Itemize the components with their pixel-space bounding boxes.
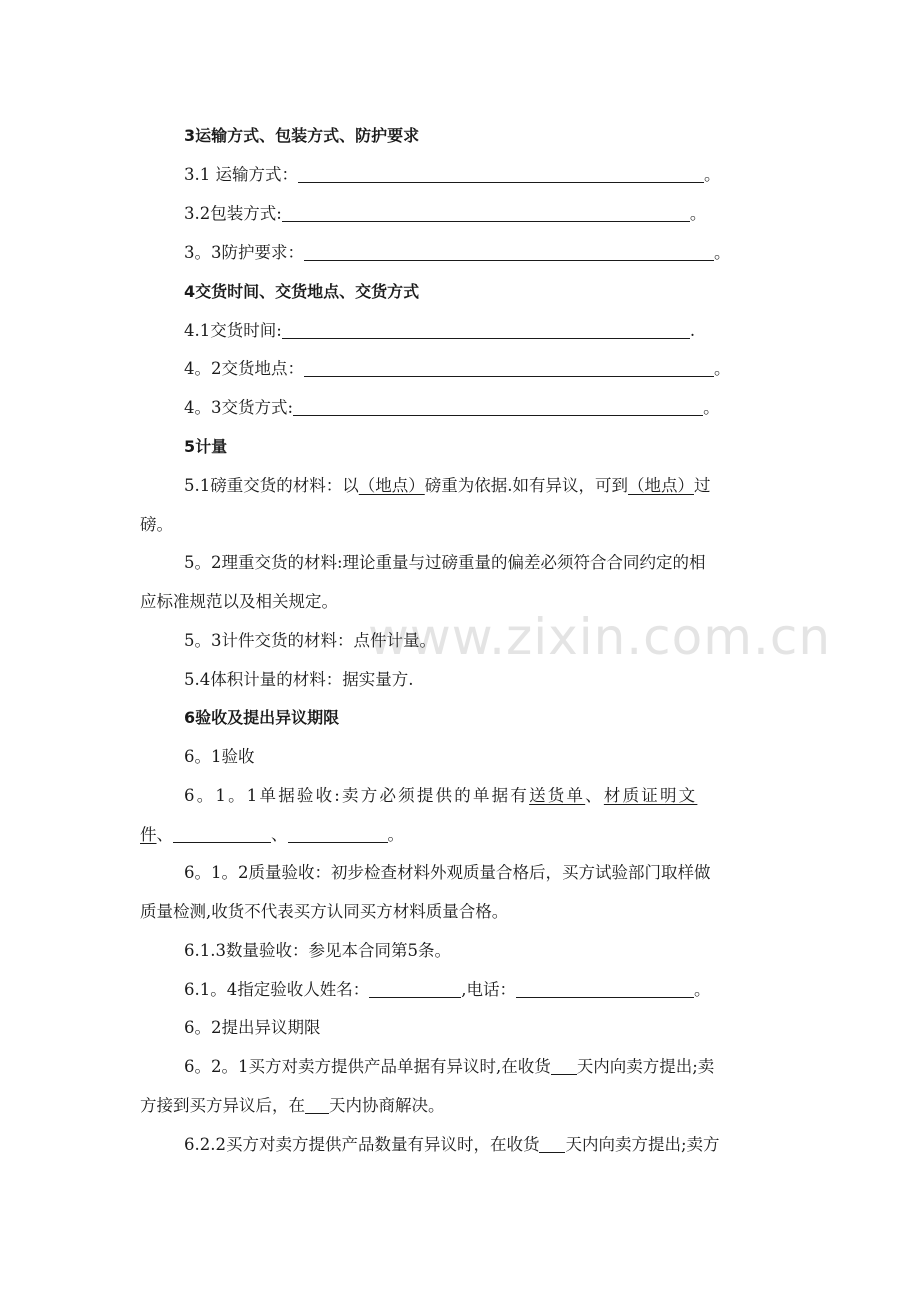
clause-5-2: 5。2理重交货的材料:理论重量与过磅重量的偏差必须符合合同约定的相 [184,553,706,572]
section-4-heading: 4交货时间、交货地点、交货方式 [184,282,420,301]
clause-label: 4.1交货时间: [184,321,282,340]
section-6-heading: 6验收及提出异议期限 [184,708,340,727]
fill-in-blank [288,826,388,843]
clause-5-2-continued: 应标准规范以及相关规定。 [140,592,338,611]
clause-label: 3.2包装方式: [184,204,282,223]
text-run: 6。1。1单据验收:卖方必须提供的单据有 [184,786,530,805]
punct: 。 [703,398,720,417]
text-run: 天内向卖方提出;卖 [576,1057,715,1076]
underlined-item: 件 [140,825,157,844]
punct: 。 [387,825,404,844]
clause-label: 4。3交货方式: [184,398,294,417]
clause-6-1-1 [184,786,697,806]
subsection-6-2: 6。2提出异议期限 [184,1018,321,1037]
text-run: 过 [694,476,711,495]
text-run: 磅重为依据.如有异议，可到 [424,476,628,495]
clause-label: 3。3防护要求： [184,243,304,262]
text-run: ,电话： [461,980,516,999]
clause-5-3: 5。3计件交货的材料：点件计量。 [184,631,436,650]
subsection-6-1: 6。1验收 [184,747,255,766]
fill-in-blank [298,166,704,183]
fill-in-blank [516,981,694,998]
underlined-item: 材质证明文 [603,786,698,805]
fill-in-blank [539,1136,565,1153]
clause-5-1 [184,476,711,496]
text-run: 、 [585,786,604,805]
section-5-heading: 5计量 [184,437,228,456]
text-run: 6。2。1买方对卖方提供产品单据有异议时,在收货 [184,1057,551,1076]
section-3-heading: 3运输方式、包装方式、防护要求 [184,126,420,145]
text-run: 方接到买方异议后，在 [140,1096,305,1115]
text-run: 6.2.2买方对卖方提供产品数量有异议时，在收货 [184,1135,540,1154]
underlined-item: 送货单 [529,786,586,805]
fill-in-blank [551,1058,577,1075]
fill-in-blank [173,826,271,843]
clause-4-2 [184,359,731,379]
fill-in-blank [282,205,690,222]
fill-in-blank [293,399,703,416]
text-run: 、 [156,825,173,844]
clause-6-1-2: 6。1。2质量验收：初步检查材料外观质量合格后，买方试验部门取样做 [184,863,711,882]
text-run: 天内向卖方提出;卖方 [565,1135,720,1154]
clause-6-2-2 [184,1135,720,1155]
punct: 。 [689,204,707,223]
watermark: www.zixin.com.cn [368,608,832,666]
clause-3-3 [184,243,731,263]
clause-3-2 [184,204,706,224]
clause-5-1-continued: 磅。 [140,515,173,534]
clause-6-2-1 [184,1057,714,1077]
punct: 。 [714,359,731,378]
punct: 。 [714,243,731,262]
underlined-placeholder: （地点） [358,476,425,495]
fill-in-blank [304,244,714,261]
text-run: 、 [271,825,288,844]
clause-3-1 [184,165,721,185]
punct: . [689,321,696,340]
clause-6-1-4 [184,980,711,1000]
fill-in-blank [282,322,690,339]
punct: 。 [694,980,711,999]
clause-label: 4。2交货地点： [184,359,304,378]
fill-in-blank [305,1097,329,1114]
clause-6-1-2-continued: 质量检测,收货不代表买方认同买方材料质量合格。 [140,902,509,921]
fill-in-blank [304,360,714,377]
clause-5-4: 5.4体积计量的材料：据实量方. [184,670,414,689]
fill-in-blank [369,981,461,998]
text-run: 天内协商解决。 [329,1096,445,1115]
clause-6-1-3: 6.1.3数量验收：参见本合同第5条。 [184,941,451,960]
clause-6-2-1-continued [140,1096,445,1116]
clause-4-1 [184,321,695,341]
text-run: 6.1。4指定验收人姓名： [184,980,370,999]
text-run: 5.1磅重交货的材料：以 [184,476,359,495]
clause-6-1-1-continued [140,825,404,845]
punct: 。 [704,165,721,184]
clause-label: 3.1 运输方式： [184,165,298,184]
clause-4-3 [184,398,720,418]
underlined-placeholder: （地点） [628,476,694,495]
